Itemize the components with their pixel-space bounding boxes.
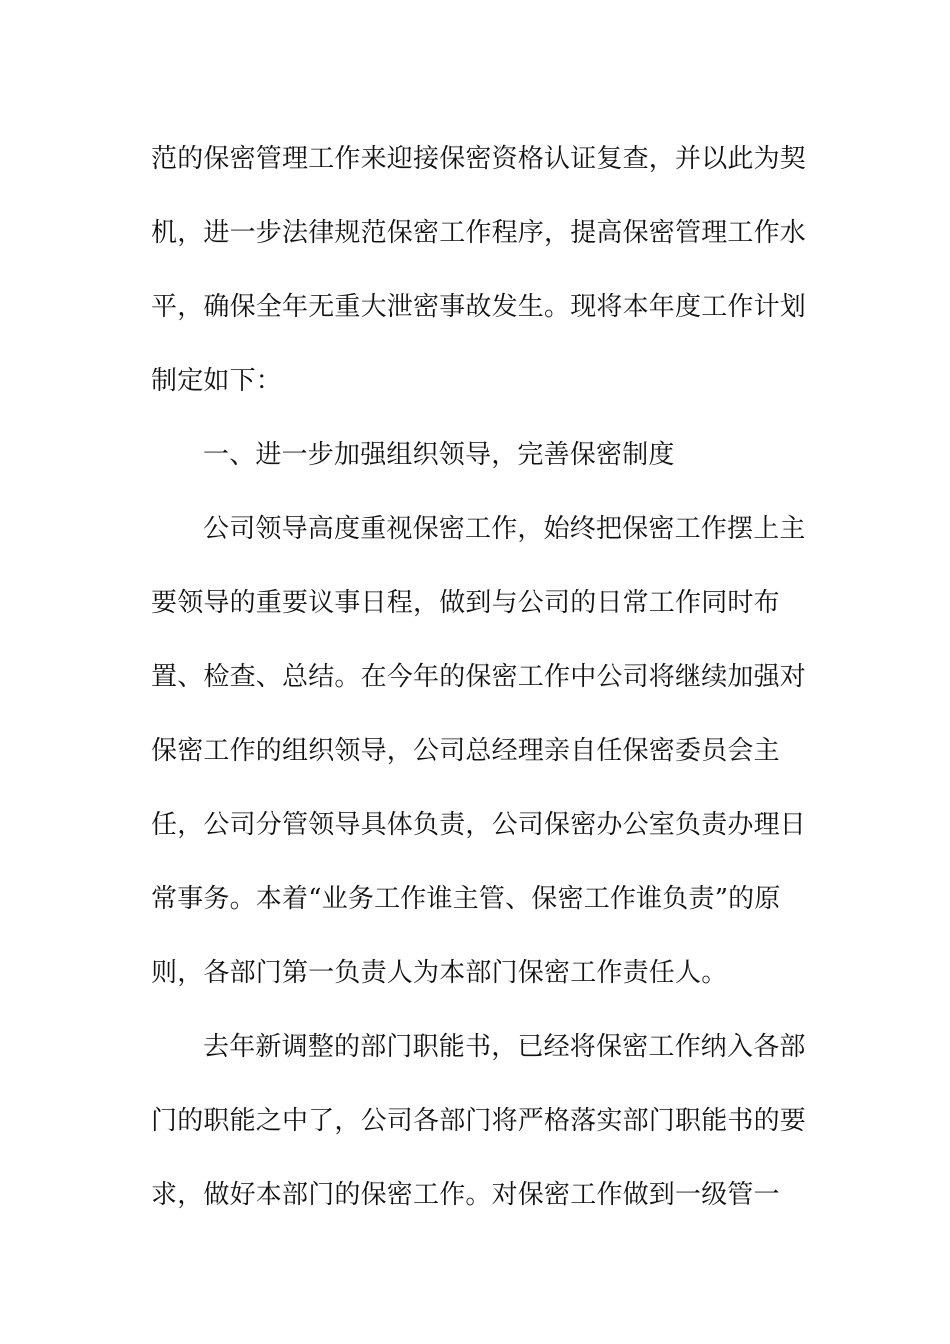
text-line: 保密工作的组织领导，公司总经理亲自任保密委员会主 bbox=[151, 736, 780, 766]
text-line: 机，进一步法律规范保密工作程序，提高保密管理工作水 bbox=[151, 218, 807, 248]
text-line: 置、检查、总结。在今年的保密工作中公司将继续加强对 bbox=[151, 662, 807, 692]
section-heading: 一、进一步加强组织领导，完善保密制度 bbox=[203, 440, 675, 470]
text-line: 去年新调整的部门职能书，已经将保密工作纳入各部 bbox=[203, 1032, 806, 1062]
text-line: 任，公司分管领导具体负责，公司保密办公室负责办理日 bbox=[151, 810, 807, 840]
document-body bbox=[151, 122, 807, 1232]
text-line: 常事务。本着“业务工作谁主管、保密工作谁负责”的原 bbox=[151, 884, 781, 914]
text-line: 门的职能之中了，公司各部门将严格落实部门职能书的要 bbox=[151, 1106, 807, 1136]
text-line: 范的保密管理工作来迎接保密资格认证复查，并以此为契 bbox=[151, 144, 807, 174]
text-line: 求，做好本部门的保密工作。对保密工作做到一级管一 bbox=[151, 1180, 780, 1210]
text-line: 制定如下： bbox=[151, 366, 283, 396]
text-line: 要领导的重要议事日程，做到与公司的日常工作同时布 bbox=[151, 588, 780, 618]
text-line: 平，确保全年无重大泄密事故发生。现将本年度工作计划 bbox=[151, 292, 807, 322]
text-line: 公司领导高度重视保密工作，始终把保密工作摆上主 bbox=[203, 514, 806, 544]
text-line: 则，各部门第一负责人为本部门保密工作责任人。 bbox=[151, 958, 728, 988]
